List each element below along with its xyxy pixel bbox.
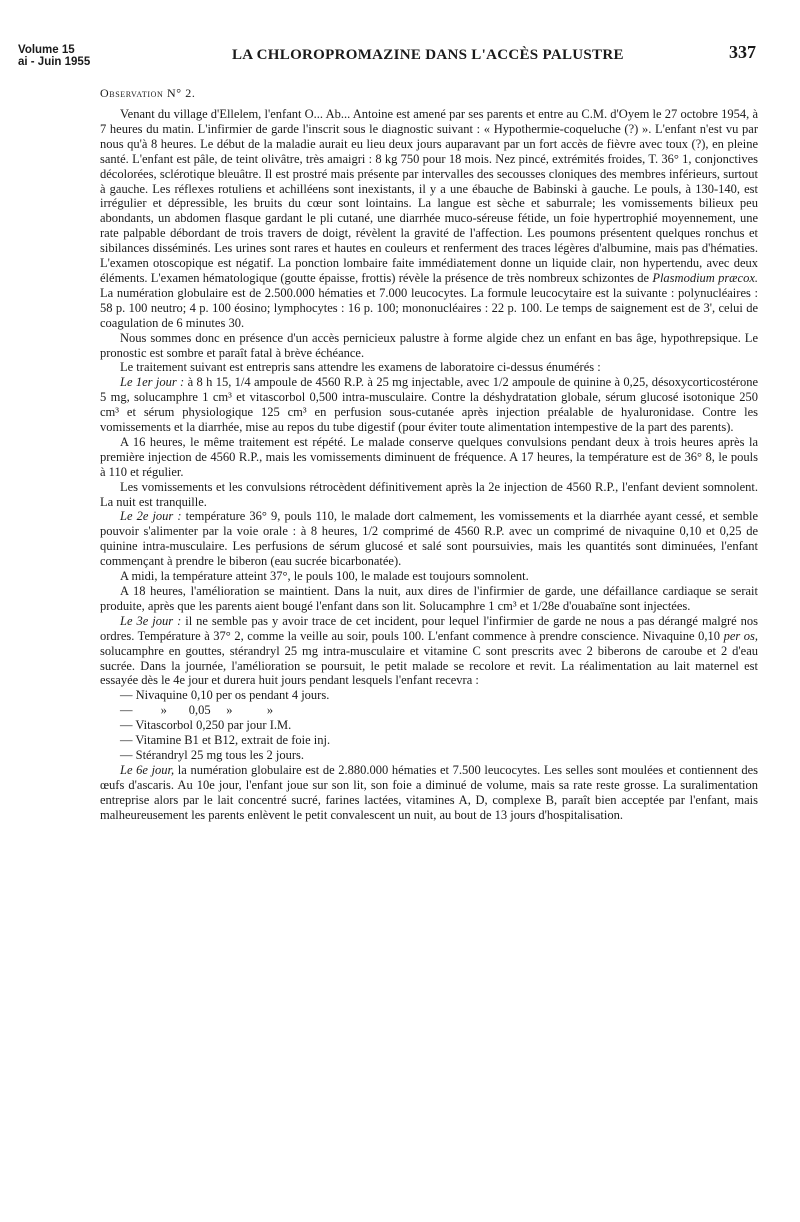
volume-line: Volume 15 — [18, 44, 75, 56]
list-item: — Nivaquine 0,10 per os pendant 4 jours. — [120, 688, 330, 703]
day-label: Le 2e jour : — [120, 509, 182, 524]
paragraph-text: il ne semble pas y avoir trace de cet incident, pour lequel l'infirmier de garde ne nous a pas dérangé malgré nos ordres. Température à 37° 2, comme la veille au soir, pouls 100. L'enfant commence à prendre conscience. Nivaquine 0,10 — [100, 613, 758, 643]
list-item: — Stérandryl 25 mg tous les 2 jours. — [120, 747, 305, 762]
paragraph: Le traitement suivant est entrepris sans attendre les examens de laboratoire ci-dessus énumérés : — [120, 360, 601, 375]
paragraph: A midi, la température atteint 37°, le pouls 100, le malade est toujours somnolent. — [120, 569, 529, 584]
list-item: — Vitamine B1 et B12, extrait de foie inj. — [120, 733, 331, 748]
paragraph — [100, 107, 758, 331]
list-item: — Vitascorbol 0,250 par jour I.M. — [120, 718, 292, 733]
day-label: Le 1er jour : — [120, 375, 185, 390]
paragraph — [100, 375, 758, 435]
day-label: Le 6e jour, — [120, 762, 175, 777]
paragraph: Les vomissements et les convulsions rétrocèdent définitivement après la 2e injection de 4560 R.P., l'enfant devient somnolent. La nuit est tranquille. — [100, 479, 758, 509]
paragraph-text: Venant du village d'Ellelem, l'enfant O... Ab... Antoine est amené par ses parents et entre au C.M. d'Oyem le 27 octobre 1954, à 7 heures du matin. L'infirmier de garde l'inscrit sous le diagnostic suivant : « Hypothermie-coqueluche (?) ». L'enfant n'est vu par nous qu'à 8 heures. Le début de la maladie aurait eu lieu deux jours auparavant par un fort accès de fièvre avec toux (?), en pleine santé. L'enfant est pâle, de teint olivâtre, très amaigri : 8 kg 750 pour 18 mois. Nez pincé, extrémités froides, T. 36° 1, conjonctives décolorées, sclérotique bleuâtre. Il est prostré mais présente par intervalles des secousses cloniques des membres inférieurs, surtout à gauche. Les réflexes rotuliens et achilléens sont inexistants, il y a une ébauche de Babinski à gauche. Le pouls, à 130-140, est irrégulier et dépressible, les bruits du cœur sont lointains. La langue est sèche et saburrale; les vomissements bilieux peu abondants, un abdomen flasque gardant le pli cutané, une diarrhée muco-séreuse fétide, un foie hypertrophié moyennement, une rate palpable débordant de trois travers de doigt, révèlent la gravité de l'affection. Les poumons présentent quelques ronchus et sibilances disséminés. Les urines sont rares et hautes en couleurs et renferment des traces légères d'albumine, mais pas d'hématies. L'examen otoscopique est négatif. La ponction lombaire faite immédiatement donne un liquide clair, non hypertendu, avec deux éléments. L'examen hématologique (goutte épaisse, frottis) révèle la présence de très nombreux schizontes de — [100, 107, 758, 285]
italic-term: per os, — [723, 628, 759, 643]
volume-info — [18, 44, 90, 68]
paragraph-text: La numération globulaire est de 2.500.000 hématies et 7.000 leucocytes. La formule leucocytaire est la suivante : polynucléaires : 58 p. 100 neutro; 4 p. 100 éosino; lymphocytes : 16 p. 100; mononucléaires : 22 p. 100. Le temps de saignement est de 3', celui de coagulation de 6 minutes 30. — [100, 285, 758, 330]
paragraph — [100, 509, 758, 569]
paragraph: A 16 heures, le même traitement est répété. Le malade conserve quelques convulsions pendant deux à trois heures après la première injection de 4560 R.P., mais les vomissements diminuent de fréquence. A 17 heures, la température est de 36° 8, le pouls à 110 et régulier. — [100, 434, 758, 479]
species-name: Plasmodium præcox. — [652, 270, 758, 285]
paragraph-text: solucamphre en gouttes, stérandryl 25 mg intra-musculaire et vitamine C sont prescrits avec 2 biberons de caroube et 2 d'eau sucrée. Dans la journée, l'amélioration se poursuit, le petit malade se recolore et revit. La réalimentation au lait maternel est essayée dès le 4e jour et durera huit jours pendant lesquels l'enfant recevra : — [100, 643, 758, 688]
day-label: Le 3e jour : — [120, 613, 182, 628]
list-item: — » 0,05 » » — [120, 703, 274, 718]
paragraph — [100, 614, 758, 689]
paragraph: Nous sommes donc en présence d'un accès pernicieux palustre à forme algide chez un enfant en bas âge, hypothrepsique. Le pronostic est sombre et paraît fatal à brève échéance. — [100, 330, 758, 360]
paragraph: A 18 heures, l'amélioration se maintient. Dans la nuit, aux dires de l'infirmier de garde, une défaillance cardiaque se serait produite, après que les parents aient bougé l'enfant dans son lit. Solucamphre 1 cm³ et 1/28e d'ouabaïne sont injectées. — [100, 584, 758, 613]
paragraph — [100, 763, 758, 823]
paragraph-text: à 8 h 15, 1/4 ampoule de 4560 R.P. à 25 mg injectable, avec 1/2 ampoule de quinine à 0,25, désoxycorticostérone 5 mg, solucamphre 1 cm³ et vitascorbol 0,500 intra-musculaire. Contre la déshydratation globale, sérum glucosé isotonique 250 cm³ et sérum physiologique 125 cm³ en perfusion sous-cutanée après injection préalable de hyaluronidase. Contre les vomissements et la diarrhée, mise au repos du tube digestif (pour éviter toute alimentation intempestive de la part des parents). — [100, 375, 758, 435]
issue-date: ai - Juin 1955 — [18, 56, 91, 68]
observation-heading: Observation N° 2. — [100, 86, 196, 100]
article-body — [100, 107, 758, 823]
running-title: LA CHLOROPROMAZINE DANS L'ACCÈS PALUSTRE — [232, 47, 624, 63]
page-number: 337 — [729, 42, 756, 62]
treatment-list — [100, 688, 758, 763]
paragraph-text: température 36° 9, pouls 110, le malade dort calmement, les vomissements et la diarrhée ayant cessé, et semble pouvoir s'alimenter par la voie orale : à 8 heures, 1/2 comprimé de 4560 R.P. avec un comprimé de nivaquine 0,10 et 0,25 de quinine intra-musculaire. Les perfusions de sérum glucosé et salé sont poursuivies, mais les quantités sont diminuées, l'enfant commençant à prendre le biberon (eau sucrée bicarbonatée). — [100, 509, 758, 569]
paragraph-text: la numération globulaire est de 2.880.000 hématies et 7.500 leucocytes. Les selles sont moulées et contiennent des œufs d'ascaris. Au 10e jour, l'enfant joue sur son lit, son foie a diminué de volume, mais sa rate reste grosse. La suralimentation entreprise alors par le lait concentré sucré, farines lactées, vitamines A, D, complexe B, paraît bien acceptée par l'enfant, mais malheureusement les parents enlèvent le petit convalescent un nuit, au bout de 13 jours d'hospitalisation. — [100, 762, 759, 822]
page-header — [18, 40, 758, 74]
